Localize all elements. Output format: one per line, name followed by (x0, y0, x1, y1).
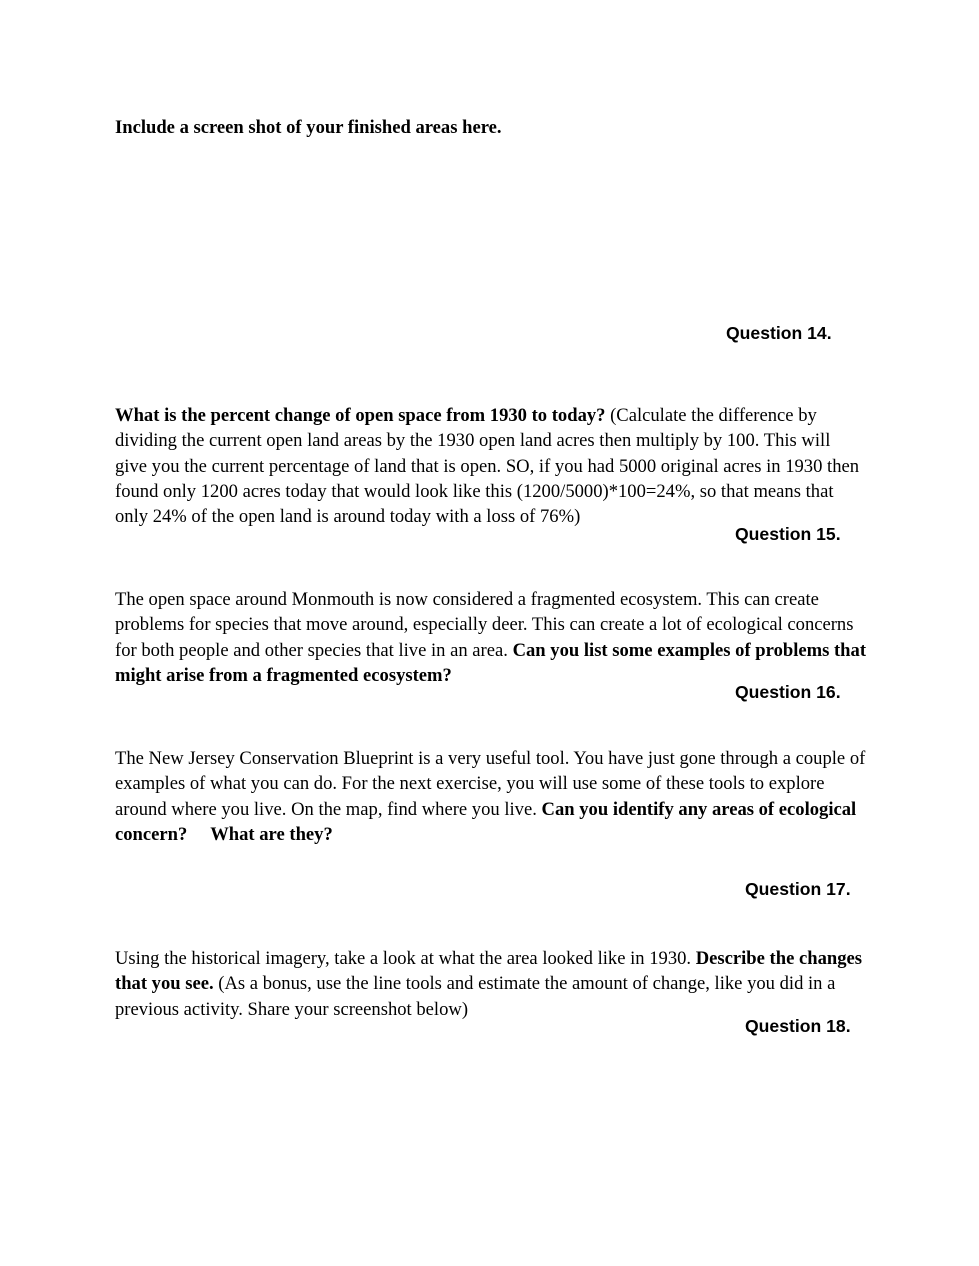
question-17-text-end: (As a bonus, use the line tools and estimate the amount of change, like you did in a previous activity. Share your screenshot below) (115, 973, 836, 1020)
question-17-bold-text: Describe the changes that you see. (115, 948, 863, 995)
question-16-text: The New Jersey Conservation Blueprint is a very useful tool. You have just gone through a couple of examples of what you can do. For the next exercise, you will use some of these tools to explore around where you live. On the map, find where you live. (115, 748, 866, 820)
question-15-bold-text: Can you list some examples of problems that might arise from a fragmented ecosystem? (115, 639, 867, 686)
question-16-prompt (115, 746, 867, 847)
question-15-text: The open space around Monmouth is now considered a fragmented ecosystem. This can create problems for species that move around, especially deer. This can create a lot of ecological concerns for both people and other species that live in an area. (115, 589, 854, 661)
question-14-text: (Calculate the difference by dividing the current open land areas by the 1930 open land acres then multiply by 100. This will give you the current percentage of land that is open. SO, if you had 5000 original acres in 1930 then found only 1200 acres today that would look like this (1200/5000)*100=24%, so that means that only 24% of the open land is around today with a loss of 76%) (115, 405, 860, 528)
question-18-label: Question 18. (745, 1016, 851, 1036)
question-14-prompt (115, 403, 867, 529)
question-14-label: Question 14. (726, 323, 832, 343)
intro-instruction-text: Include a screen shot of your finished areas here. (115, 117, 502, 138)
question-14-bold-text: What is the percent change of open space from 1930 to today? (115, 405, 606, 426)
question-15-label: Question 15. (735, 524, 841, 544)
question-17-label: Question 17. (745, 879, 851, 899)
question-16-label: Question 16. (735, 682, 841, 702)
intro-instruction (115, 115, 867, 140)
question-16-bold-text: Can you identify any areas of ecological concern? What are they? (115, 798, 861, 845)
question-17-text-start: Using the historical imagery, take a look at what the area looked like in 1930. (115, 948, 696, 969)
question-15-prompt (115, 587, 867, 688)
question-17-prompt (115, 946, 867, 1022)
